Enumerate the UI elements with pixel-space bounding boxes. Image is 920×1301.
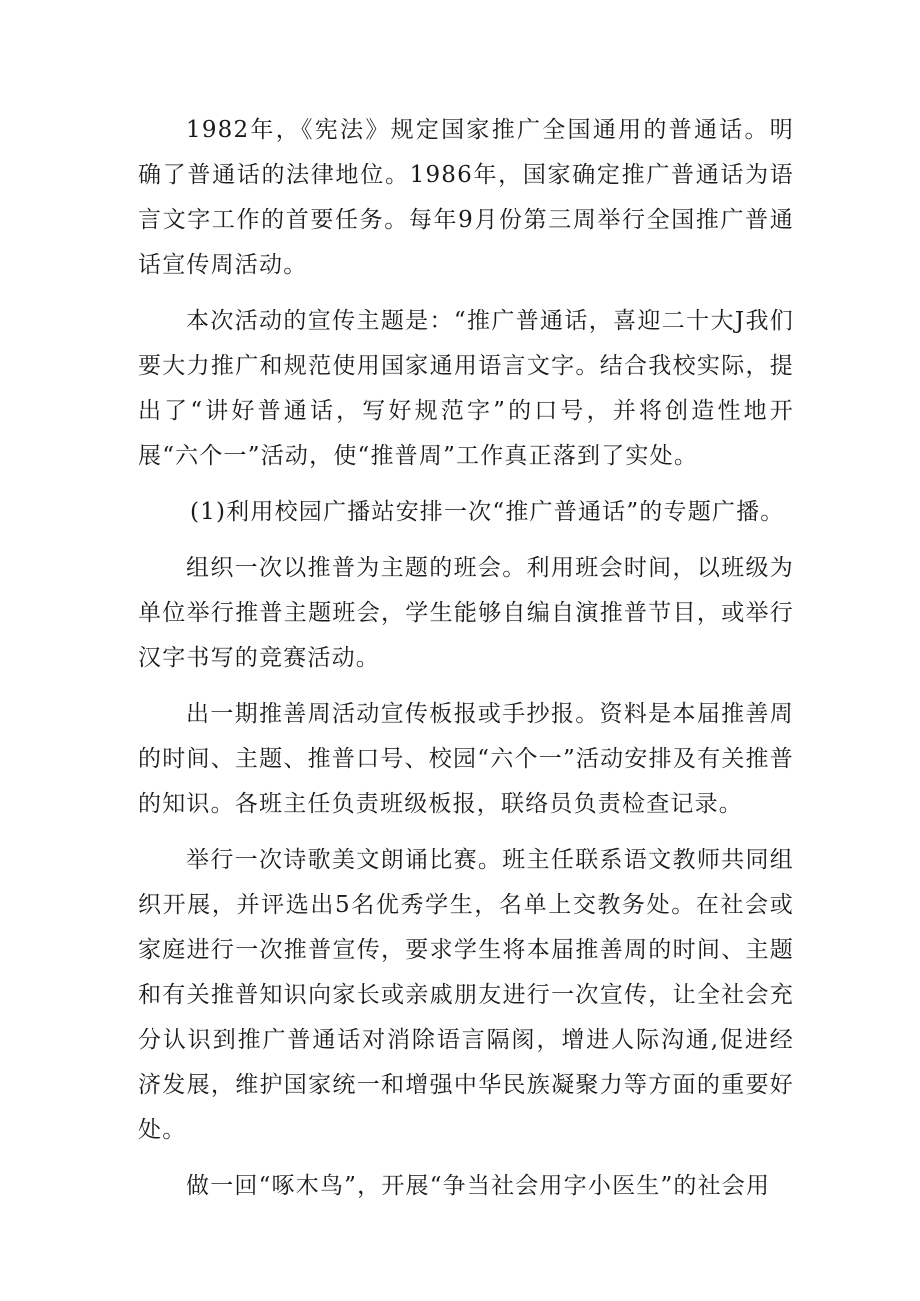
- paragraph-woodpecker: 做一回“啄木鸟”，开展“争当社会用字小医生”的社会用: [186, 1173, 771, 1199]
- paragraph-history: 1982年，《宪法》规定国家推广全国通用的普通话。明确了普通话的法律地位。1986年，国家确定推广普通话为语言文字工作的首要任务。每年9月份第三周举行全国推广普通话宣传周活动。: [138, 117, 794, 278]
- paragraph-class-meeting: 组织一次以推普为主题的班会。利用班会时间，以班级为单位举行推普主题班会，学生能够自编自演推普节目，或举行汉字书写的竞赛活动。: [138, 555, 794, 671]
- paragraph-theme: 本次活动的宣传主题是：“推广普通话，喜迎二十大J我们要大力推广和规范使用国家通用语言文字。结合我校实际，提出了“讲好普通话，写好规范字”的口号，并将创造性地开展“六个一”活动，使“推普周”工作真正落到了实处。: [138, 308, 794, 469]
- paragraph-broadcast: (1)利用校园广播站安排一次“推广普通话”的专题广播。: [190, 499, 785, 525]
- paragraph-blackboard: 出一期推善周活动宣传板报或手抄报。资料是本届推善周的时间、主题、推普口号、校园“六个一”活动安排及有关推普的知识。各班主任负责班级板报，联络员负责检查记录。: [138, 701, 794, 817]
- paragraph-recitation: 举行一次诗歌美文朗诵比赛。班主任联系语文教师共同组织开展，并评选出5名优秀学生，名单上交教务处。在社会或家庭进行一次推普宣传，要求学生将本届推善周的时间、主题和有关推普知识向家长或亲戚朋友进行一次宣传，让全社会充分认识到推广普通话对消除语言隔阂，增进人际沟通,促进经济发展，维护国家统一和增强中华民族凝聚力等方面的重要好处。: [138, 847, 794, 1143]
- document-body: [138, 108, 794, 1220]
